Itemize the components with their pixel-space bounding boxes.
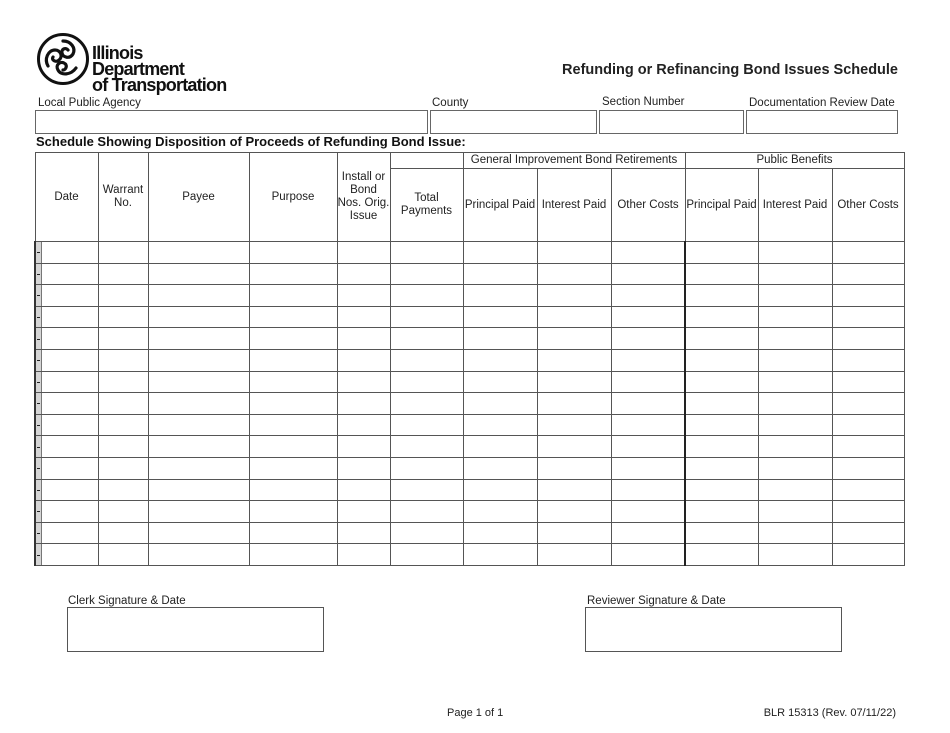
cell-date[interactable]: [35, 285, 98, 307]
cell-other-general[interactable]: [611, 436, 685, 458]
cell-purpose[interactable]: [249, 457, 337, 479]
cell-interest-public[interactable]: [758, 285, 832, 307]
row-marker: [36, 501, 42, 522]
cell-warrant[interactable]: [98, 457, 148, 479]
section-number-label: Section Number: [602, 96, 685, 108]
cell-other-public[interactable]: [832, 414, 904, 436]
cell-purpose[interactable]: [249, 349, 337, 371]
cell-total[interactable]: [390, 371, 463, 393]
cell-other-public[interactable]: [832, 242, 904, 264]
cell-principal-general[interactable]: [463, 371, 537, 393]
cell-interest-public[interactable]: [758, 479, 832, 501]
cell-principal-general[interactable]: [463, 393, 537, 415]
cell-interest-public[interactable]: [758, 393, 832, 415]
cell-install[interactable]: [337, 328, 390, 350]
cell-interest-public[interactable]: [758, 501, 832, 523]
cell-principal-public[interactable]: [685, 414, 758, 436]
cell-warrant[interactable]: [98, 544, 148, 566]
cell-warrant[interactable]: [98, 501, 148, 523]
cell-principal-general[interactable]: [463, 242, 537, 264]
row-marker: [36, 458, 42, 479]
table-row: [35, 393, 904, 415]
table-row: [35, 501, 904, 523]
cell-total[interactable]: [390, 501, 463, 523]
cell-interest-public[interactable]: [758, 457, 832, 479]
group-general-improvement: General Improvement Bond Retirements: [463, 153, 685, 169]
cell-purpose[interactable]: [249, 479, 337, 501]
schedule-heading: Schedule Showing Disposition of Proceeds of Refunding Bond Issue:: [36, 134, 466, 149]
cell-interest-general[interactable]: [537, 457, 611, 479]
form-number: BLR 15313 (Rev. 07/11/22): [763, 707, 896, 719]
county-label: County: [432, 97, 469, 109]
cell-purpose[interactable]: [249, 263, 337, 285]
cell-total[interactable]: [390, 479, 463, 501]
cell-payee[interactable]: [148, 544, 249, 566]
cell-install[interactable]: [337, 544, 390, 566]
cell-principal-public[interactable]: [685, 436, 758, 458]
cell-install[interactable]: [337, 306, 390, 328]
cell-total[interactable]: [390, 285, 463, 307]
table-row: [35, 522, 904, 544]
cell-warrant[interactable]: [98, 393, 148, 415]
table-row: [35, 285, 904, 307]
cell-payee[interactable]: [148, 328, 249, 350]
agency-label: Local Public Agency: [38, 97, 141, 109]
col-warrant: Warrant No.: [98, 153, 148, 242]
table-row: [35, 544, 904, 566]
row-marker: [36, 264, 42, 285]
cell-total[interactable]: [390, 349, 463, 371]
cell-payee[interactable]: [148, 242, 249, 264]
table-row: [35, 306, 904, 328]
reviewer-signature-field[interactable]: [585, 607, 842, 652]
cell-date[interactable]: [35, 501, 98, 523]
row-marker: [36, 307, 42, 328]
cell-other-general[interactable]: [611, 349, 685, 371]
cell-purpose[interactable]: [249, 371, 337, 393]
cell-date[interactable]: [35, 242, 98, 264]
col-interest-paid-general: Interest Paid: [537, 169, 611, 242]
cell-principal-general[interactable]: [463, 544, 537, 566]
cell-install[interactable]: [337, 414, 390, 436]
cell-other-general[interactable]: [611, 457, 685, 479]
cell-install[interactable]: [337, 501, 390, 523]
row-marker: [36, 242, 42, 263]
schedule-table: [34, 152, 905, 566]
cell-interest-public[interactable]: [758, 242, 832, 264]
cell-principal-general[interactable]: [463, 414, 537, 436]
cell-purpose[interactable]: [249, 544, 337, 566]
cell-warrant[interactable]: [98, 242, 148, 264]
cell-interest-general[interactable]: [537, 306, 611, 328]
cell-other-public[interactable]: [832, 306, 904, 328]
cell-principal-public[interactable]: [685, 285, 758, 307]
cell-principal-general[interactable]: [463, 285, 537, 307]
cell-interest-public[interactable]: [758, 544, 832, 566]
cell-other-public[interactable]: [832, 522, 904, 544]
cell-warrant[interactable]: [98, 285, 148, 307]
review-date-label: Documentation Review Date: [749, 97, 895, 109]
table-row: [35, 371, 904, 393]
cell-purpose[interactable]: [249, 242, 337, 264]
row-marker: [36, 436, 42, 457]
cell-other-general[interactable]: [611, 479, 685, 501]
cell-principal-general[interactable]: [463, 263, 537, 285]
cell-principal-general[interactable]: [463, 349, 537, 371]
cell-interest-general[interactable]: [537, 393, 611, 415]
cell-install[interactable]: [337, 393, 390, 415]
cell-principal-general[interactable]: [463, 306, 537, 328]
cell-warrant[interactable]: [98, 522, 148, 544]
row-marker: [36, 523, 42, 544]
group-public-benefits: Public Benefits: [685, 153, 904, 169]
cell-principal-public[interactable]: [685, 501, 758, 523]
cell-install[interactable]: [337, 436, 390, 458]
cell-principal-public[interactable]: [685, 393, 758, 415]
cell-principal-public[interactable]: [685, 522, 758, 544]
cell-other-general[interactable]: [611, 306, 685, 328]
cell-warrant[interactable]: [98, 349, 148, 371]
cell-total[interactable]: [390, 436, 463, 458]
cell-principal-public[interactable]: [685, 371, 758, 393]
cell-interest-public[interactable]: [758, 328, 832, 350]
cell-payee[interactable]: [148, 263, 249, 285]
cell-payee[interactable]: [148, 349, 249, 371]
cell-purpose[interactable]: [249, 393, 337, 415]
cell-principal-general[interactable]: [463, 328, 537, 350]
row-marker: [36, 372, 42, 393]
col-purpose: Purpose: [249, 153, 337, 242]
cell-interest-general[interactable]: [537, 328, 611, 350]
cell-payee[interactable]: [148, 479, 249, 501]
cell-warrant[interactable]: [98, 436, 148, 458]
cell-payee[interactable]: [148, 501, 249, 523]
cell-other-public[interactable]: [832, 544, 904, 566]
col-total-payments: Total Payments: [390, 169, 463, 242]
cell-install[interactable]: [337, 522, 390, 544]
row-marker: [36, 328, 42, 349]
cell-payee[interactable]: [148, 436, 249, 458]
cell-principal-public[interactable]: [685, 328, 758, 350]
org-name: [92, 45, 236, 93]
cell-other-public[interactable]: [832, 285, 904, 307]
cell-date[interactable]: [35, 328, 98, 350]
cell-warrant[interactable]: [98, 414, 148, 436]
cell-purpose[interactable]: [249, 501, 337, 523]
cell-principal-public[interactable]: [685, 306, 758, 328]
cell-principal-public[interactable]: [685, 457, 758, 479]
col-date: Date: [35, 153, 98, 242]
cell-other-public[interactable]: [832, 371, 904, 393]
table-row: [35, 479, 904, 501]
col-other-costs-general: Other Costs: [611, 169, 685, 242]
cell-payee[interactable]: [148, 522, 249, 544]
cell-date[interactable]: [35, 522, 98, 544]
cell-total[interactable]: [390, 263, 463, 285]
row-marker: [36, 393, 42, 414]
cell-principal-public[interactable]: [685, 544, 758, 566]
col-install: Install or Bond Nos. Orig. Issue: [337, 153, 390, 242]
reviewer-signature-label: Reviewer Signature & Date: [587, 595, 726, 607]
cell-warrant[interactable]: [98, 479, 148, 501]
cell-interest-general[interactable]: [537, 414, 611, 436]
cell-other-public[interactable]: [832, 263, 904, 285]
table-row: [35, 328, 904, 350]
cell-total[interactable]: [390, 522, 463, 544]
row-marker: [36, 350, 42, 371]
cell-install[interactable]: [337, 285, 390, 307]
cell-payee[interactable]: [148, 285, 249, 307]
cell-date[interactable]: [35, 479, 98, 501]
cell-interest-public[interactable]: [758, 263, 832, 285]
cell-other-general[interactable]: [611, 242, 685, 264]
cell-date[interactable]: [35, 306, 98, 328]
cell-interest-general[interactable]: [537, 522, 611, 544]
col-other-costs-public: Other Costs: [832, 169, 904, 242]
cell-purpose[interactable]: [249, 436, 337, 458]
cell-purpose[interactable]: [249, 285, 337, 307]
cell-principal-general[interactable]: [463, 479, 537, 501]
cell-total[interactable]: [390, 393, 463, 415]
cell-total[interactable]: [390, 306, 463, 328]
cell-other-general[interactable]: [611, 544, 685, 566]
cell-warrant[interactable]: [98, 371, 148, 393]
cell-other-public[interactable]: [832, 349, 904, 371]
clerk-signature-field[interactable]: [67, 607, 324, 652]
cell-payee[interactable]: [148, 393, 249, 415]
cell-purpose[interactable]: [249, 306, 337, 328]
cell-other-public[interactable]: [832, 457, 904, 479]
cell-date[interactable]: [35, 414, 98, 436]
cell-interest-public[interactable]: [758, 306, 832, 328]
cell-principal-public[interactable]: [685, 479, 758, 501]
clerk-signature-label: Clerk Signature & Date: [68, 595, 186, 607]
cell-principal-general[interactable]: [463, 501, 537, 523]
cell-other-general[interactable]: [611, 285, 685, 307]
cell-payee[interactable]: [148, 414, 249, 436]
idot-logo: [36, 32, 236, 95]
org-name-line1: Illinois Department: [92, 43, 185, 79]
group-spacer: [390, 153, 463, 169]
row-marker: [36, 285, 42, 306]
cell-interest-general[interactable]: [537, 501, 611, 523]
cell-other-general[interactable]: [611, 263, 685, 285]
cell-interest-general[interactable]: [537, 544, 611, 566]
cell-other-general[interactable]: [611, 414, 685, 436]
review-date-field[interactable]: [746, 110, 898, 134]
row-marker: [36, 480, 42, 501]
cell-total[interactable]: [390, 328, 463, 350]
cell-payee[interactable]: [148, 457, 249, 479]
cell-principal-general[interactable]: [463, 457, 537, 479]
org-name-line2: of Transportation: [92, 75, 227, 95]
cell-interest-general[interactable]: [537, 436, 611, 458]
table-row: [35, 242, 904, 264]
cell-principal-general[interactable]: [463, 522, 537, 544]
cell-principal-general[interactable]: [463, 436, 537, 458]
cell-date[interactable]: [35, 436, 98, 458]
col-payee: Payee: [148, 153, 249, 242]
cell-warrant[interactable]: [98, 306, 148, 328]
cell-interest-general[interactable]: [537, 285, 611, 307]
cell-install[interactable]: [337, 371, 390, 393]
cell-install[interactable]: [337, 479, 390, 501]
cell-other-general[interactable]: [611, 393, 685, 415]
schedule-body: [35, 242, 904, 566]
cell-install[interactable]: [337, 242, 390, 264]
table-row: [35, 436, 904, 458]
col-principal-paid-general: Principal Paid: [463, 169, 537, 242]
cell-interest-public[interactable]: [758, 522, 832, 544]
cell-total[interactable]: [390, 242, 463, 264]
cell-interest-general[interactable]: [537, 242, 611, 264]
table-row: [35, 414, 904, 436]
county-field[interactable]: [430, 110, 597, 134]
cell-other-public[interactable]: [832, 479, 904, 501]
cell-other-public[interactable]: [832, 501, 904, 523]
cell-total[interactable]: [390, 544, 463, 566]
cell-interest-public[interactable]: [758, 371, 832, 393]
cell-other-general[interactable]: [611, 371, 685, 393]
cell-date[interactable]: [35, 544, 98, 566]
cell-date[interactable]: [35, 393, 98, 415]
idot-emblem-icon: [36, 32, 90, 86]
table-row: [35, 263, 904, 285]
cell-purpose[interactable]: [249, 414, 337, 436]
cell-other-public[interactable]: [832, 393, 904, 415]
cell-interest-public[interactable]: [758, 414, 832, 436]
agency-field[interactable]: [35, 110, 428, 134]
cell-interest-general[interactable]: [537, 349, 611, 371]
cell-total[interactable]: [390, 457, 463, 479]
cell-interest-general[interactable]: [537, 479, 611, 501]
cell-purpose[interactable]: [249, 328, 337, 350]
cell-warrant[interactable]: [98, 328, 148, 350]
cell-interest-public[interactable]: [758, 349, 832, 371]
cell-interest-general[interactable]: [537, 371, 611, 393]
cell-install[interactable]: [337, 263, 390, 285]
cell-payee[interactable]: [148, 306, 249, 328]
cell-date[interactable]: [35, 371, 98, 393]
cell-warrant[interactable]: [98, 263, 148, 285]
cell-date[interactable]: [35, 349, 98, 371]
form-title: Refunding or Refinancing Bond Issues Schedule: [562, 62, 898, 78]
col-principal-paid-public: Principal Paid: [685, 169, 758, 242]
page-number: Page 1 of 1: [447, 707, 504, 719]
cell-other-public[interactable]: [832, 328, 904, 350]
cell-other-general[interactable]: [611, 501, 685, 523]
cell-date[interactable]: [35, 263, 98, 285]
row-marker: [36, 415, 42, 436]
cell-install[interactable]: [337, 457, 390, 479]
table-row: [35, 457, 904, 479]
cell-total[interactable]: [390, 414, 463, 436]
section-number-field[interactable]: [599, 110, 744, 134]
cell-principal-public[interactable]: [685, 349, 758, 371]
row-marker: [36, 544, 42, 565]
col-interest-paid-public: Interest Paid: [758, 169, 832, 242]
cell-other-general[interactable]: [611, 522, 685, 544]
cell-other-public[interactable]: [832, 436, 904, 458]
cell-purpose[interactable]: [249, 522, 337, 544]
cell-principal-public[interactable]: [685, 263, 758, 285]
cell-other-general[interactable]: [611, 328, 685, 350]
cell-interest-general[interactable]: [537, 263, 611, 285]
cell-date[interactable]: [35, 457, 98, 479]
cell-interest-public[interactable]: [758, 436, 832, 458]
table-row: [35, 349, 904, 371]
cell-install[interactable]: [337, 349, 390, 371]
cell-principal-public[interactable]: [685, 242, 758, 264]
cell-payee[interactable]: [148, 371, 249, 393]
